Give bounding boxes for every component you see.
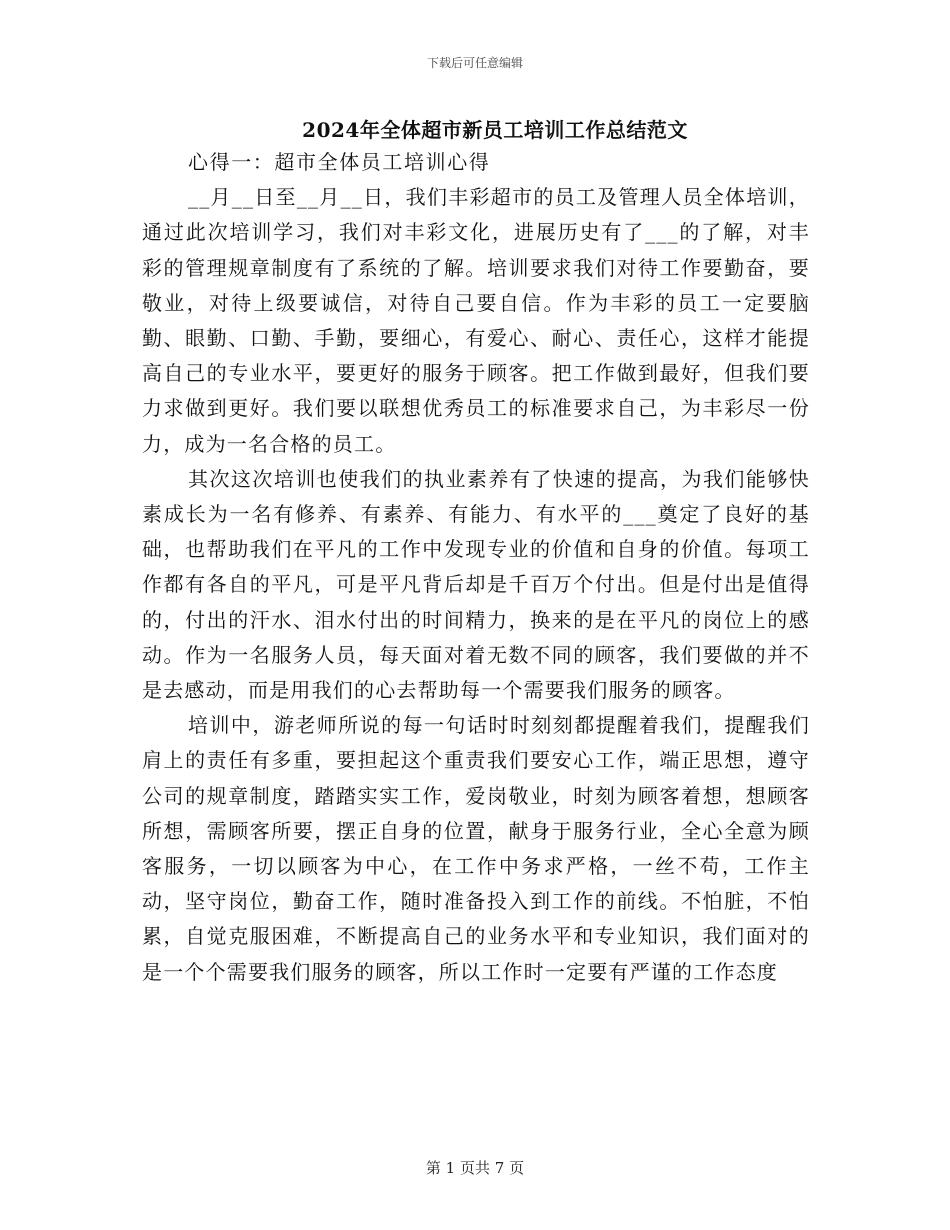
body-paragraph-3: 培训中，游老师所说的每一句话时时刻刻都提醒着我们，提醒我们肩上的责任有多重，要担起这个重责我们要安心工作，端正思想，遵守公司的规章制度，踏踏实实工作，爱岗敬业，时刻为顾客着想，想顾客所想，需顾客所要，摆正自身的位置，献身于服务行业，全心全意为顾客服务，一切以顾客为中心，在工作中务求严格，一丝不苟，工作主动，坚守岗位，勤奋工作，随时准备投入到工作的前线。不怕脏，不怕累，自觉克服困难，不断提高自己的业务水平和专业知识，我们面对的是一个个需要我们服务的顾客，所以工作时一定要有严谨的工作态度 <box>142 713 810 984</box>
page-number-footer: 第 1 页共 7 页 <box>425 1159 525 1177</box>
document-body <box>142 145 810 990</box>
body-paragraph-2: 其次这次培训也使我们的执业素养有了快速的提高，为我们能够快素成长为一名有修养、有素养、有能力、有水平的___奠定了良好的基础，也帮助我们在平凡的工作中发现专业的价值和自身的价值。每项工作都有各自的平凡，可是平凡背后却是千百万个付出。但是付出是值得的，付出的汗水、泪水付出的时间精力，换来的是在平凡的岗位上的感动。作为一名服务人员，每天面对着无数不同的顾客，我们要做的并不是去感动，而是用我们的心去帮助每一个需要我们服务的顾客。 <box>142 466 810 703</box>
body-paragraph-1: __月__日至__月__日，我们丰彩超市的员工及管理人员全体培训，通过此次培训学习，我们对丰彩文化，进展历史有了___的了解，对丰彩的管理规章制度有了系统的了解。培训要求我们对待工作要勤奋，要敬业，对待上级要诚信，对待自己要自信。作为丰彩的员工一定要脑勤、眼勤、口勤、手勤，要细心，有爱心、耐心、责任心，这样才能提高自己的专业水平，要更好的服务于顾客。把工作做到最好，但我们要力求做到更好。我们要以联想优秀员工的标准要求自己，为丰彩尽一份力，成为一名合格的员工。 <box>142 185 810 456</box>
document-title: 2024年全体超市新员工培训工作总结范文 <box>302 118 688 142</box>
section-subheading: 心得一：超市全体员工培训心得 <box>188 150 491 174</box>
page-header-note: 下载后可任意编辑 <box>426 56 523 70</box>
